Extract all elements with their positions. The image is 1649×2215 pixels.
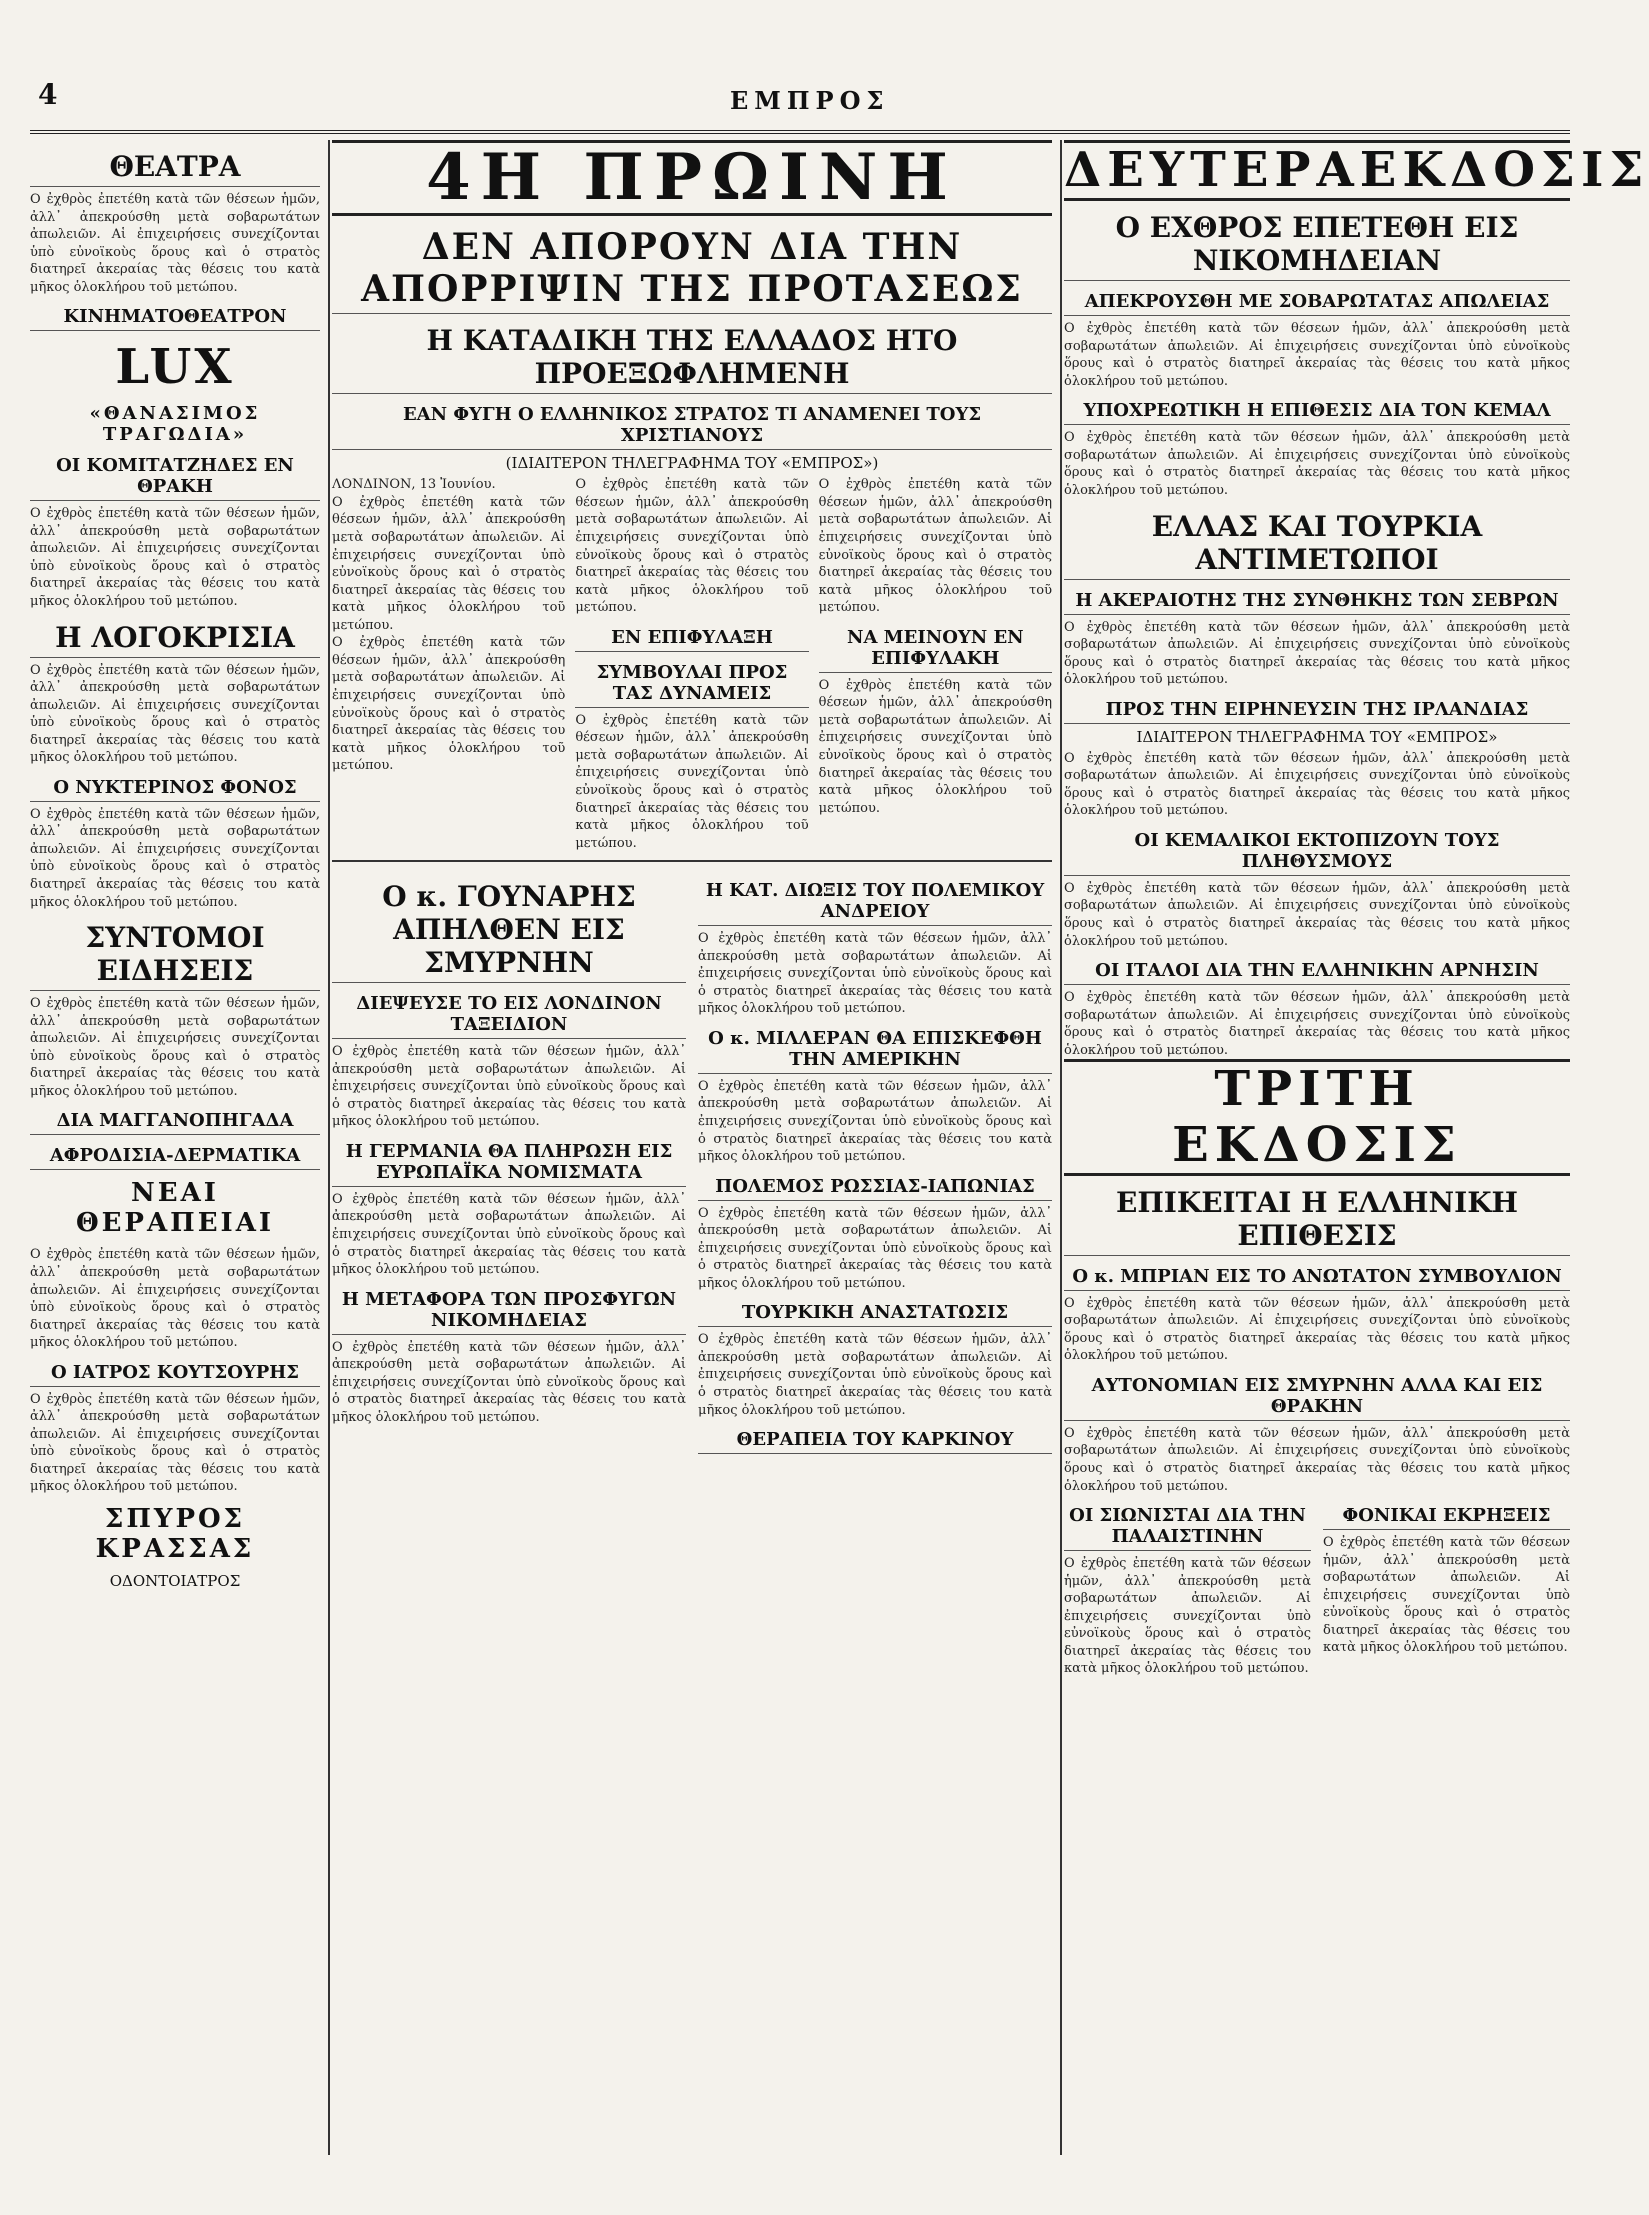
irlandia-title: ΠΡΟΣ ΤΗΝ ΕΙΡΗΝΕΥΣΙΝ ΤΗΣ ΙΡΛΑΝΔΙΑΣ [1064, 699, 1570, 724]
lower-middle [332, 870, 1052, 1458]
krassas-ad: ΣΠΥΡΟΣ ΚΡΑΣΣΑΣ [95, 1503, 255, 1564]
lead-story-columns [332, 476, 1052, 852]
aftonomia-title: ΑΥΤΟΝΟΜΙΑΝ ΕΙΣ ΣΜΥΡΝΗΝ ΑΛΛΑ ΚΑΙ ΕΙΣ ΘΡΑΚΗΝ [1064, 1375, 1570, 1421]
enemy-body: Ο ἐχθρὸς ἐπετέθη κατὰ τῶν θέσεων ἡμῶν, ἀλλ᾽ ἀπεκρούσθη μετὰ σοβαρωτάτων ἀπωλειῶν. Αἱ ἐπιχειρήσεις συνεχίζονται ὑπὸ εὐνοϊκοὺς ὅρους καὶ ὁ στρατὸς διατηρεῖ ἀκεραίας τὰς θέσεις του κατὰ μῆκος ὁλοκλήρου τοῦ μετώπου. [1064, 321, 1570, 389]
diox-title: Η ΚΑΤ. ΔΙΩΞΙΣ ΤΟΥ ΠΟΛΕΜΙΚΟΥ ΑΝΔΡΕΙΟΥ [698, 880, 1052, 926]
metafora-title: Η ΜΕΤΑΦΟΡΑ ΤΩΝ ΠΡΟΣΦΥΓΩΝ ΝΙΚΟΜΗΔΕΙΑΣ [332, 1289, 686, 1335]
metafora-body: Ο ἐχθρὸς ἐπετέθη κατὰ τῶν θέσεων ἡμῶν, ἀλλ᾽ ἀπεκρούσθη μετὰ σοβαρωτάτων ἀπωλειῶν. Αἱ ἐπιχειρήσεις συνεχίζονται ὑπὸ εὐνοϊκοὺς ὅρους καὶ ὁ στρατὸς διατηρεῖ ἀκεραίας τὰς θέσεις του κατὰ μῆκος ὁλοκλήρου τοῦ μετώπου. [332, 1339, 686, 1425]
gounaris-title: Ο κ. ΓΟΥΝΑΡΗΣ ΑΠΗΛΘΕΝ ΕΙΣ ΣΜΥΡΝΗΝ [332, 880, 686, 983]
ellas-title: ΕΛΛΑΣ ΚΑΙ ΤΟΥΡΚΙΑ ΑΝΤΙΜΕΤΩΠΟΙ [1064, 510, 1570, 580]
lead-body-4: Ο ἐχθρὸς ἐπετέθη κατὰ τῶν θέσεων ἡμῶν, ἀλλ᾽ ἀπεκρούσθη μετὰ σοβαρωτάτων ἀπωλειῶν. Αἱ ἐπιχειρήσεις συνεχίζονται ὑπὸ εὐνοϊκοὺς ὅρους καὶ ὁ στρατὸς διατηρεῖ ἀκεραίας τὰς θέσεις του κατὰ μῆκος ὁλοκλήρου τοῦ μετώπου. [818, 477, 1052, 616]
enemy-subtitle: ΑΠΕΚΡΟΥΣΘΗ ΜΕ ΣΟΒΑΡΩΤΑΤΑΣ ΑΠΩΛΕΙΑΣ [1064, 291, 1570, 316]
meinoun-title: ΝΑ ΜΕΙΝΟΥΝ ΕΝ ΕΠΙΦΥΛΑΚΗ [819, 627, 1052, 673]
lead-dateline: ΛΟΝΔΙΝΟΝ, 13 Ἰουνίου. [332, 477, 496, 493]
epifylaxi-title: ΕΝ ΕΠΙΦΥΛΑΞΗ [575, 627, 808, 652]
iatros-title: Ο ΙΑΤΡΟΣ ΚΟΥΤΣΟΥΡΗΣ [30, 1362, 320, 1387]
sevres-body: Ο ἐχθρὸς ἐπετέθη κατὰ τῶν θέσεων ἡμῶν, ἀλλ᾽ ἀπεκρούσθη μετὰ σοβαρωτάτων ἀπωλειῶν. Αἱ ἐπιχειρήσεις συνεχίζονται ὑπὸ εὐνοϊκοὺς ὅρους καὶ ὁ στρατὸς διατηρεῖ ἀκεραίας τὰς θέσεις του κατὰ μῆκος ὁλοκλήρου τοῦ μετώπου. [1064, 619, 1570, 688]
germania-body: Ο ἐχθρὸς ἐπετέθη κατὰ τῶν θέσεων ἡμῶν, ἀλλ᾽ ἀπεκρούσθη μετὰ σοβαρωτάτων ἀπωλειῶν. Αἱ ἐπιχειρήσεις συνεχίζονται ὑπὸ εὐνοϊκοὺς ὅρους καὶ ὁ στρατὸς διατηρεῖ ἀκεραίας τὰς θέσεις του κατὰ μῆκος ὁλοκλήρου τοῦ μετώπου. [332, 1191, 686, 1278]
therapeia-ad: ΝΕΑΙ ΘΕΡΑΠΕΙΑΙ [75, 1178, 275, 1239]
gounaris-subtitle: ΔΙΕΨΕΥΣΕ ΤΟ ΕΙΣ ΛΟΝΔΙΝΟΝ ΤΑΞΕΙΔΙΟΝ [332, 993, 686, 1039]
right-telegram-note: ΙΔΙΑΙΤΕΡΟΝ ΤΗΛΕΓΡΑΦΗΜΑ ΤΟΥ «ΕΜΠΡΟΣ» [1136, 727, 1498, 746]
sevres-title: Η ΑΚΕΡΑΙΟΤΗΣ ΤΗΣ ΣΥΝΘΗΚΗΣ ΤΩΝ ΣΕΒΡΩΝ [1064, 590, 1570, 615]
enemy-title: Ο ΕΧΘΡΟΣ ΕΠΕΤΕΘΗ ΕΙΣ ΝΙΚΟΜΗΔΕΙΑΝ [1064, 211, 1570, 281]
main-headline: ΔΕΝ ΑΠΟΡΟΥΝ ΔΙΑ ΤΗΝ ΑΠΟΡΡΙΨΙΝ ΤΗΣ ΠΡΟΤΑΣΕΩΣ [332, 226, 1052, 314]
middle-column [332, 140, 1062, 2155]
symvoulai-title: ΣΥΜΒΟΥΛΑΙ ΠΡΟΣ ΤΑΣ ΔΥΝΑΜΕΙΣ [575, 662, 808, 708]
italoi-body: Ο ἐχθρὸς ἐπετέθη κατὰ τῶν θέσεων ἡμῶν, ἀλλ᾽ ἀπεκρούσθη μετὰ σοβαρωτάτων ἀπωλειῶν. Αἱ ἐπιχειρήσεις συνεχίζονται ὑπὸ εὐνοϊκοὺς ὅρους καὶ ὁ στρατὸς διατηρεῖ ἀκεραίας τὰς θέσεις του κατὰ μῆκος ὁλοκλήρου τοῦ μετώπου. [1064, 990, 1570, 1058]
eidiseis-body: Ο ἐχθρὸς ἐπετέθη κατὰ τῶν θέσεων ἡμῶν, ἀλλ᾽ ἀπεκρούσθη μετὰ σοβαρωτάτων ἀπωλειῶν. Αἱ ἐπιχειρήσεις συνεχίζονται ὑπὸ εὐνοϊκοὺς ὅρους καὶ ὁ στρατὸς διατηρεῖ ἀκεραίας τὰς θέσεις του κατὰ μῆκος ὁλοκλήρου τοῦ μετώπου. [30, 996, 320, 1099]
kemalikoi-body: Ο ἐχθρὸς ἐπετέθη κατὰ τῶν θέσεων ἡμῶν, ἀλλ᾽ ἀπεκρούσθη μετὰ σοβαρωτάτων ἀπωλειῶν. Αἱ ἐπιχειρήσεις συνεχίζονται ὑπὸ εὐνοϊκοὺς ὅρους καὶ ὁ στρατὸς διατηρεῖ ἀκεραίας τὰς θέσεις του κατὰ μῆκος ὁλοκλήρου τοῦ μετώπου. [1064, 880, 1570, 949]
dermatika-title: ΑΦΡΟΔΙΣΙΑ-ΔΕΡΜΑΤΙΚΑ [30, 1145, 320, 1170]
tourkiki-body: Ο ἐχθρὸς ἐπετέθη κατὰ τῶν θέσεων ἡμῶν, ἀλλ᾽ ἀπεκρούσθη μετὰ σοβαρωτάτων ἀπωλειῶν. Αἱ ἐπιχειρήσεις συνεχίζονται ὑπὸ εὐνοϊκοὺς ὅρους καὶ ὁ στρατὸς διατηρεῖ ἀκεραίας τὰς θέσεις του κατὰ μῆκος ὁλοκλήρου τοῦ μετώπου. [698, 1332, 1052, 1418]
gounaris-body: Ο ἐχθρὸς ἐπετέθη κατὰ τῶν θέσεων ἡμῶν, ἀλλ᾽ ἀπεκρούσθη μετὰ σοβαρωτάτων ἀπωλειῶν. Αἱ ἐπιχειρήσεις συνεχίζονται ὑπὸ εὐνοϊκοὺς ὅρους καὶ ὁ στρατὸς διατηρεῖ ἀκεραίας τὰς θέσεις του κατὰ μῆκος ὁλοκλήρου τοῦ μετώπου. [332, 1044, 686, 1130]
irlandia-body: Ο ἐχθρὸς ἐπετέθη κατὰ τῶν θέσεων ἡμῶν, ἀλλ᾽ ἀπεκρούσθη μετὰ σοβαρωτάτων ἀπωλειῶν. Αἱ ἐπιχειρήσεις συνεχίζονται ὑπὸ εὐνοϊκοὺς ὅρους καὶ ὁ στρατὸς διατηρεῖ ἀκεραίας τὰς θέσεις του κατὰ μῆκος ὁλοκλήρου τοῦ μετώπου. [1064, 750, 1570, 819]
fonikai-title: ΦΟΝΙΚΑΙ ΕΚΡΗΞΕΙΣ [1323, 1505, 1570, 1530]
milleran-body: Ο ἐχθρὸς ἐπετέθη κατὰ τῶν θέσεων ἡμῶν, ἀλλ᾽ ἀπεκρούσθη μετὰ σοβαρωτάτων ἀπωλειῶν. Αἱ ἐπιχειρήσεις συνεχίζονται ὑπὸ εὐνοϊκοὺς ὅρους καὶ ὁ στρατὸς διατηρεῖ ἀκεραίας τὰς θέσεις του κατὰ μῆκος ὁλοκλήρου τοῦ μετώπου. [698, 1078, 1052, 1165]
krassas-sub: ΟΔΟΝΤΟΙΑΤΡΟΣ [109, 1571, 241, 1590]
kemalikoi-title: ΟΙ ΚΕΜΑΛΙΚΟΙ ΕΚΤΟΠΙΖΟΥΝ ΤΟΥΣ ΠΛΗΘΥΣΜΟΥΣ [1064, 830, 1570, 876]
telegram-note: (ΙΔΙΑΙΤΕΡΟΝ ΤΗΛΕΓΡΑΦΗΜΑ ΤΟΥ «ΕΜΠΡΟΣ») [505, 454, 879, 473]
meinoun-body: Ο ἐχθρὸς ἐπετέθη κατὰ τῶν θέσεων ἡμῶν, ἀλλ᾽ ἀπεκρούσθη μετὰ σοβαρωτάτων ἀπωλειῶν. Αἱ ἐπιχειρήσεις συνεχίζονται ὑπὸ εὐνοϊκοὺς ὅρους καὶ ὁ στρατὸς διατηρεῖ ἀκεραίας τὰς θέσεις του κατὰ μῆκος ὁλοκλήρου τοῦ μετώπου. [818, 677, 1052, 816]
lead-body-1: Ο ἐχθρὸς ἐπετέθη κατὰ τῶν θέσεων ἡμῶν, ἀλλ᾽ ἀπεκρούσθη μετὰ σοβαρωτάτων ἀπωλειῶν. Αἱ ἐπιχειρήσεις συνεχίζονται ὑπὸ εὐνοϊκοὺς ὅρους καὶ ὁ στρατὸς διατηρεῖ ἀκεραίας τὰς θέσεις του κατὰ μῆκος ὁλοκλήρου τοῦ μετώπου. [332, 494, 566, 633]
mprian-title: Ο κ. ΜΠΡΙΑΝ ΕΙΣ ΤΟ ΑΝΩΤΑΤΟΝ ΣΥΜΒΟΥΛΙΟΝ [1064, 1266, 1570, 1291]
iatros-body: Ο ἐχθρὸς ἐπετέθη κατὰ τῶν θέσεων ἡμῶν, ἀλλ᾽ ἀπεκρούσθη μετὰ σοβαρωτάτων ἀπωλειῶν. Αἱ ἐπιχειρήσεις συνεχίζονται ὑπὸ εὐνοϊκοὺς ὅρους καὶ ὁ στρατὸς διατηρεῖ ἀκεραίας τὰς θέσεις του κατὰ μῆκος ὁλοκλήρου τοῦ μετώπου. [30, 1391, 320, 1495]
masthead [30, 60, 1570, 134]
eidiseis-title: ΣΥΝΤΟΜΟΙ ΕΙΔΗΣΕΙΣ [30, 921, 320, 991]
mprian-body: Ο ἐχθρὸς ἐπετέθη κατὰ τῶν θέσεων ἡμῶν, ἀλλ᾽ ἀπεκρούσθη μετὰ σοβαρωτάτων ἀπωλειῶν. Αἱ ἐπιχειρήσεις συνεχίζονται ὑπὸ εὐνοϊκοὺς ὅρους καὶ ὁ στρατὸς διατηρεῖ ἀκεραίας τὰς θέσεις του κατὰ μῆκος ὁλοκλήρου τοῦ μετώπου. [1064, 1295, 1570, 1364]
karkinou-title: ΘΕΡΑΠΕΙΑ ΤΟΥ ΚΑΡΚΙΝΟΥ [698, 1429, 1052, 1454]
magganopigada-title: ΔΙΑ ΜΑΓΓΑΝΟΠΗΓΑΔΑ [30, 1110, 320, 1135]
tourkiki-title: ΤΟΥΡΚΙΚΗ ΑΝΑΣΤΑΤΩΣΙΣ [698, 1302, 1052, 1327]
milleran-title: Ο κ. ΜΙΛΛΕΡΑΝ ΘΑ ΕΠΙΣΚΕΦΘΗ ΤΗΝ ΑΜΕΡΙΚΗΝ [698, 1028, 1052, 1074]
polemos-title: ΠΟΛΕΜΟΣ ΡΩΣΣΙΑΣ-ΙΑΠΩΝΙΑΣ [698, 1176, 1052, 1201]
sionistai-title: ΟΙ ΣΙΩΝΙΣΤΑΙ ΔΙΑ ΤΗΝ ΠΑΛΑΙΣΤΙΝΗΝ [1064, 1505, 1311, 1551]
epikeitai-title: ΕΠΙΚΕΙΤΑΙ Η ΕΛΛΗΝΙΚΗ ΕΠΙΘΕΣΙΣ [1064, 1186, 1570, 1256]
page-number: 4 [38, 78, 58, 111]
italoi-title: ΟΙ ΙΤΑΛΟΙ ΔΙΑ ΤΗΝ ΕΛΛΗΝΙΚΗΝ ΑΡΝΗΣΙΝ [1064, 960, 1570, 985]
left-column [30, 140, 330, 2155]
logokrisia-title: Η ΛΟΓΟΚΡΙΣΙΑ [30, 621, 320, 658]
fonikai-body: Ο ἐχθρὸς ἐπετέθη κατὰ τῶν θέσεων ἡμῶν, ἀλλ᾽ ἀπεκρούσθη μετὰ σοβαρωτάτων ἀπωλειῶν. Αἱ ἐπιχειρήσεις συνεχίζονται ὑπὸ εὐνοϊκοὺς ὅρους καὶ ὁ στρατὸς διατηρεῖ ἀκεραίας τὰς θέσεις του κατὰ μῆκος ὁλοκλήρου τοῦ μετώπου. [1323, 1535, 1570, 1656]
theatre-title: ΘΕΑΤΡΑ [30, 150, 320, 187]
lead-body-2: Ο ἐχθρὸς ἐπετέθη κατὰ τῶν θέσεων ἡμῶν, ἀλλ᾽ ἀπεκρούσθη μετὰ σοβαρωτάτων ἀπωλειῶν. Αἱ ἐπιχειρήσεις συνεχίζονται ὑπὸ εὐνοϊκοὺς ὅρους καὶ ὁ στρατὸς διατηρεῖ ἀκεραίας τὰς θέσεις του κατὰ μῆκος ὁλοκλήρου τοῦ μετώπου. [332, 635, 566, 774]
foros-body: Ο ἐχθρὸς ἐπετέθη κατὰ τῶν θέσεων ἡμῶν, ἀλλ᾽ ἀπεκρούσθη μετὰ σοβαρωτάτων ἀπωλειῶν. Αἱ ἐπιχειρήσεις συνεχίζονται ὑπὸ εὐνοϊκοὺς ὅρους καὶ ὁ στρατὸς διατηρεῖ ἀκεραίας τὰς θέσεις του κατὰ μῆκος ὁλοκλήρου τοῦ μετώπου. [30, 806, 320, 910]
third-edition-banner: ΤΡΙΤΗ ΕΚΔΟΣΙΣ [1064, 1059, 1570, 1175]
komitatzides-title: ΟΙ ΚΟΜΙΤΑΤΖΗΔΕΣ ΕΝ ΘΡΑΚΗ [30, 455, 320, 501]
sionistai-body: Ο ἐχθρὸς ἐπετέθη κατὰ τῶν θέσεων ἡμῶν, ἀλλ᾽ ἀπεκρούσθη μετὰ σοβαρωτάτων ἀπωλειῶν. Αἱ ἐπιχειρήσεις συνεχίζονται ὑπὸ εὐνοϊκοὺς ὅρους καὶ ὁ στρατὸς διατηρεῖ ἀκεραίας τὰς θέσεις του κατὰ μῆκος ὁλοκλήρου τοῦ μετώπου. [1064, 1556, 1311, 1677]
morning-banner: 4Η ΠΡΩΙΝΗ [332, 140, 1052, 216]
therapeia-body: Ο ἐχθρὸς ἐπετέθη κατὰ τῶν θέσεων ἡμῶν, ἀλλ᾽ ἀπεκρούσθη μετὰ σοβαρωτάτων ἀπωλειῶν. Αἱ ἐπιχειρήσεις συνεχίζονται ὑπὸ εὐνοϊκοὺς ὅρους καὶ ὁ στρατὸς διατηρεῖ ἀκεραίας τὰς θέσεις του κατὰ μῆκος ὁλοκλήρου τοῦ μετώπου. [30, 1247, 320, 1351]
second-edition-banner: ΔΕΥΤΕΡΑΕΚΔΟΣΙΣ [1064, 140, 1570, 201]
polemos-body: Ο ἐχθρὸς ἐπετέθη κατὰ τῶν θέσεων ἡμῶν, ἀλλ᾽ ἀπεκρούσθη μετὰ σοβαρωτάτων ἀπωλειῶν. Αἱ ἐπιχειρήσεις συνεχίζονται ὑπὸ εὐνοϊκοὺς ὅρους καὶ ὁ στρατὸς διατηρεῖ ἀκεραίας τὰς θέσεις του κατὰ μῆκος ὁλοκλήρου τοῦ μετώπου. [698, 1205, 1052, 1291]
aftonomia-body: Ο ἐχθρὸς ἐπετέθη κατὰ τῶν θέσεων ἡμῶν, ἀλλ᾽ ἀπεκρούσθη μετὰ σοβαρωτάτων ἀπωλειῶν. Αἱ ἐπιχειρήσεις συνεχίζονται ὑπὸ εὐνοϊκοὺς ὅρους καὶ ὁ στρατὸς διατηρεῖ ἀκεραίας τὰς θέσεις του κατὰ μῆκος ὁλοκλήρου τοῦ μετώπου. [1064, 1425, 1570, 1494]
komitatzides-body: Ο ἐχθρὸς ἐπετέθη κατὰ τῶν θέσεων ἡμῶν, ἀλλ᾽ ἀπεκρούσθη μετὰ σοβαρωτάτων ἀπωλειῶν. Αἱ ἐπιχειρήσεις συνεχίζονται ὑπὸ εὐνοϊκοὺς ὅρους καὶ ὁ στρατὸς διατηρεῖ ἀκεραίας τὰς θέσεις του κατὰ μῆκος ὁλοκλήρου τοῦ μετώπου. [30, 506, 320, 610]
kemal-title: ΥΠΟΧΡΕΩΤΙΚΗ Η ΕΠΙΘΕΣΙΣ ΔΙΑ ΤΟΝ ΚΕΜΑΛ [1064, 400, 1570, 425]
symvoulai-body: Ο ἐχθρὸς ἐπετέθη κατὰ τῶν θέσεων ἡμῶν, ἀλλ᾽ ἀπεκρούσθη μετὰ σοβαρωτάτων ἀπωλειῶν. Αἱ ἐπιχειρήσεις συνεχίζονται ὑπὸ εὐνοϊκοὺς ὅρους καὶ ὁ στρατὸς διατηρεῖ ἀκεραίας τὰς θέσεις του κατὰ μῆκος ὁλοκλήρου τοῦ μετώπου. [575, 712, 809, 851]
theatre-body: Ο ἐχθρὸς ἐπετέθη κατὰ τῶν θέσεων ἡμῶν, ἀλλ᾽ ἀπεκρούσθη μετὰ σοβαρωτάτων ἀπωλειῶν. Αἱ ἐπιχειρήσεις συνεχίζονται ὑπὸ εὐνοϊκοὺς ὅρους καὶ ὁ στρατὸς διατηρεῖ ἀκεραίας τὰς θέσεις του κατὰ μῆκος ὁλοκλήρου τοῦ μετώπου. [30, 192, 320, 295]
germania-title: Η ΓΕΡΜΑΝΙΑ ΘΑ ΠΛΗΡΩΣΗ ΕΙΣ ΕΥΡΩΠΑΪΚΑ ΝΟΜΙΣΜΑΤΑ [332, 1141, 686, 1187]
lux-ad: LUX [115, 339, 235, 396]
cinema-title: ΚΙΝΗΜΑΤΟΘΕΑΤΡΟΝ [30, 306, 320, 331]
lux-subtitle: «ΘΑΝΑΣΙΜΟΣ ΤΡΑΓΩΔΙΑ» [89, 403, 261, 446]
foros-title: Ο ΝΥΚΤΕΡΙΝΟΣ ΦΟΝΟΣ [30, 777, 320, 802]
lead-body-3: Ο ἐχθρὸς ἐπετέθη κατὰ τῶν θέσεων ἡμῶν, ἀλλ᾽ ἀπεκρούσθη μετὰ σοβαρωτάτων ἀπωλειῶν. Αἱ ἐπιχειρήσεις συνεχίζονται ὑπὸ εὐνοϊκοὺς ὅρους καὶ ὁ στρατὸς διατηρεῖ ἀκεραίας τὰς θέσεις του κατὰ μῆκος ὁλοκλήρου τοῦ μετώπου. [575, 477, 809, 616]
main-headline-2: Η ΚΑΤΑΔΙΚΗ ΤΗΣ ΕΛΛΑΔΟΣ ΗΤΟ ΠΡΟΕΞΩΦΛΗΜΕΝΗ [332, 324, 1052, 394]
paper-name: ΕΜΠΡΟΣ [730, 86, 890, 115]
right-bottom [1064, 1495, 1570, 1678]
right-column [1064, 140, 1649, 2155]
kemal-body: Ο ἐχθρὸς ἐπετέθη κατὰ τῶν θέσεων ἡμῶν, ἀλλ᾽ ἀπεκρούσθη μετὰ σοβαρωτάτων ἀπωλειῶν. Αἱ ἐπιχειρήσεις συνεχίζονται ὑπὸ εὐνοϊκοὺς ὅρους καὶ ὁ στρατὸς διατηρεῖ ἀκεραίας τὰς θέσεις του κατὰ μῆκος ὁλοκλήρου τοῦ μετώπου. [1064, 430, 1570, 499]
main-headline-3: ΕΑΝ ΦΥΓΗ Ο ΕΛΛΗΝΙΚΟΣ ΣΤΡΑΤΟΣ ΤΙ ΑΝΑΜΕΝΕΙ ΤΟΥΣ ΧΡΙΣΤΙΑΝΟΥΣ [332, 404, 1052, 450]
logokrisia-body: Ο ἐχθρὸς ἐπετέθη κατὰ τῶν θέσεων ἡμῶν, ἀλλ᾽ ἀπεκρούσθη μετὰ σοβαρωτάτων ἀπωλειῶν. Αἱ ἐπιχειρήσεις συνεχίζονται ὑπὸ εὐνοϊκοὺς ὅρους καὶ ὁ στρατὸς διατηρεῖ ἀκεραίας τὰς θέσεις του κατὰ μῆκος ὁλοκλήρου τοῦ μετώπου. [30, 662, 320, 766]
diox-body: Ο ἐχθρὸς ἐπετέθη κατὰ τῶν θέσεων ἡμῶν, ἀλλ᾽ ἀπεκρούσθη μετὰ σοβαρωτάτων ἀπωλειῶν. Αἱ ἐπιχειρήσεις συνεχίζονται ὑπὸ εὐνοϊκοὺς ὅρους καὶ ὁ στρατὸς διατηρεῖ ἀκεραίας τὰς θέσεις του κατὰ μῆκος ὁλοκλήρου τοῦ μετώπου. [698, 931, 1052, 1017]
